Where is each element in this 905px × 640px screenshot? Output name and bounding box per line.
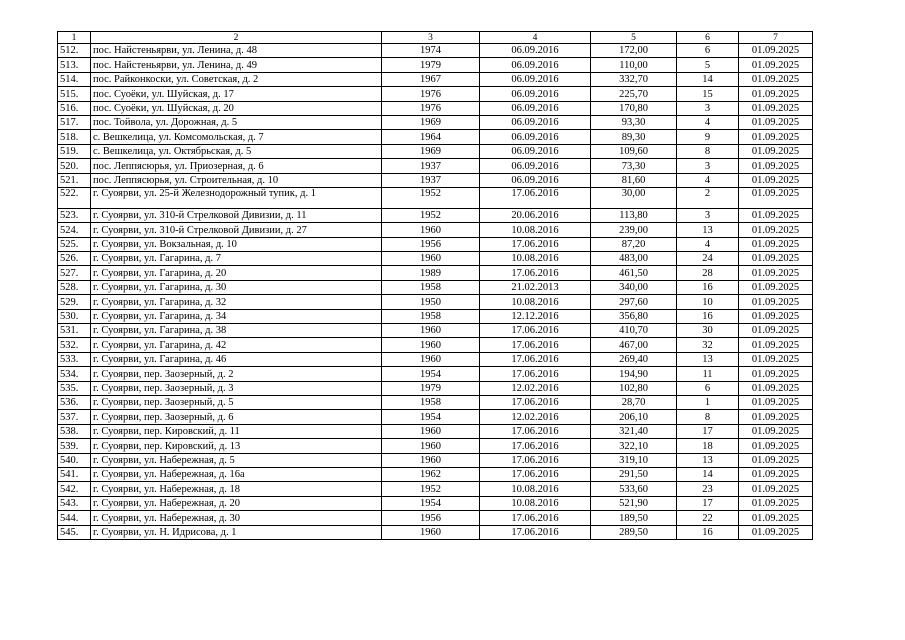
- deadline-cell: 01.09.2025: [739, 173, 813, 187]
- deadline-cell: 01.09.2025: [739, 496, 813, 510]
- date-cell: 17.06.2016: [480, 525, 591, 539]
- address-cell: г. Суоярви, ул. Гагарина, д. 42: [91, 338, 382, 352]
- deadline-cell: 01.09.2025: [739, 223, 813, 237]
- address-cell: г. Суоярви, ул. 310-й Стрелковой Дивизии, д. 27: [91, 223, 382, 237]
- deadline-cell: 01.09.2025: [739, 44, 813, 58]
- deadline-cell: 01.09.2025: [739, 324, 813, 338]
- row-number: 513.: [58, 58, 91, 72]
- table-row: [58, 187, 813, 208]
- area-cell: 483,00: [591, 252, 677, 266]
- row-number: 518.: [58, 130, 91, 144]
- address-cell: г. Суоярви, пер. Заозерный, д. 5: [91, 395, 382, 409]
- count-cell: 16: [677, 309, 739, 323]
- area-cell: 189,50: [591, 511, 677, 525]
- year-cell: 1950: [382, 295, 480, 309]
- count-cell: 13: [677, 352, 739, 366]
- row-number: 544.: [58, 511, 91, 525]
- count-cell: 6: [677, 381, 739, 395]
- count-cell: 14: [677, 72, 739, 86]
- date-cell: 12.12.2016: [480, 309, 591, 323]
- deadline-cell: 01.09.2025: [739, 395, 813, 409]
- row-number: 542.: [58, 482, 91, 496]
- year-cell: 1937: [382, 159, 480, 173]
- table-row: [58, 511, 813, 525]
- date-cell: 06.09.2016: [480, 144, 591, 158]
- row-number: 532.: [58, 338, 91, 352]
- address-cell: с. Вешкелица, ул. Октябрьская, д. 5: [91, 144, 382, 158]
- row-number: 514.: [58, 72, 91, 86]
- area-cell: 319,10: [591, 453, 677, 467]
- year-cell: 1960: [382, 252, 480, 266]
- address-cell: пос. Райконкоски, ул. Советская, д. 2: [91, 72, 382, 86]
- year-cell: 1989: [382, 266, 480, 280]
- deadline-cell: 01.09.2025: [739, 381, 813, 395]
- year-cell: 1960: [382, 525, 480, 539]
- row-number: 534.: [58, 367, 91, 381]
- table-row: [58, 44, 813, 58]
- date-cell: 06.09.2016: [480, 159, 591, 173]
- address-cell: пос. Леппясюрья, ул. Приозерная, д. 6: [91, 159, 382, 173]
- address-cell: г. Суоярви, ул. Гагарина, д. 20: [91, 266, 382, 280]
- address-cell: г. Суоярви, ул. Гагарина, д. 7: [91, 252, 382, 266]
- table-row: [58, 159, 813, 173]
- date-cell: 12.02.2016: [480, 410, 591, 424]
- deadline-cell: 01.09.2025: [739, 511, 813, 525]
- deadline-cell: 01.09.2025: [739, 525, 813, 539]
- table-row: [58, 144, 813, 158]
- deadline-cell: 01.09.2025: [739, 115, 813, 129]
- date-cell: 17.06.2016: [480, 511, 591, 525]
- count-cell: 16: [677, 525, 739, 539]
- table-row: [58, 395, 813, 409]
- address-cell: г. Суоярви, ул. Гагарина, д. 38: [91, 324, 382, 338]
- count-cell: 14: [677, 467, 739, 481]
- table-row: [58, 295, 813, 309]
- deadline-cell: 01.09.2025: [739, 72, 813, 86]
- row-number: 531.: [58, 324, 91, 338]
- area-cell: 30,00: [591, 187, 677, 208]
- table-row: [58, 252, 813, 266]
- count-cell: 18: [677, 439, 739, 453]
- area-cell: 356,80: [591, 309, 677, 323]
- table-row: [58, 424, 813, 438]
- table-row: [58, 309, 813, 323]
- row-number: 520.: [58, 159, 91, 173]
- count-cell: 8: [677, 144, 739, 158]
- deadline-cell: 01.09.2025: [739, 280, 813, 294]
- area-cell: 297,60: [591, 295, 677, 309]
- area-cell: 467,00: [591, 338, 677, 352]
- address-cell: пос. Тойвола, ул. Дорожная, д. 5: [91, 115, 382, 129]
- date-cell: 06.09.2016: [480, 130, 591, 144]
- deadline-cell: 01.09.2025: [739, 338, 813, 352]
- count-cell: 13: [677, 223, 739, 237]
- row-number: 519.: [58, 144, 91, 158]
- column-number: 2: [91, 32, 382, 44]
- year-cell: 1954: [382, 410, 480, 424]
- date-cell: 10.08.2016: [480, 223, 591, 237]
- address-cell: пос. Суоёки, ул. Шуйская, д. 20: [91, 101, 382, 115]
- area-cell: 110,00: [591, 58, 677, 72]
- year-cell: 1962: [382, 467, 480, 481]
- area-cell: 109,60: [591, 144, 677, 158]
- area-cell: 89,30: [591, 130, 677, 144]
- area-cell: 289,50: [591, 525, 677, 539]
- area-cell: 521,90: [591, 496, 677, 510]
- address-cell: с. Вешкелица, ул. Комсомольская, д. 7: [91, 130, 382, 144]
- table-row: [58, 237, 813, 251]
- table-row: [58, 223, 813, 237]
- deadline-cell: 01.09.2025: [739, 159, 813, 173]
- table-row: [58, 352, 813, 366]
- table-row: [58, 338, 813, 352]
- count-cell: 4: [677, 173, 739, 187]
- date-cell: 17.06.2016: [480, 424, 591, 438]
- date-cell: 10.08.2016: [480, 252, 591, 266]
- row-number: 541.: [58, 467, 91, 481]
- area-cell: 172,00: [591, 44, 677, 58]
- area-cell: 340,00: [591, 280, 677, 294]
- year-cell: 1960: [382, 324, 480, 338]
- date-cell: 06.09.2016: [480, 72, 591, 86]
- year-cell: 1960: [382, 338, 480, 352]
- deadline-cell: 01.09.2025: [739, 130, 813, 144]
- row-number: 526.: [58, 252, 91, 266]
- area-cell: 93,30: [591, 115, 677, 129]
- area-cell: 194,90: [591, 367, 677, 381]
- year-cell: 1954: [382, 367, 480, 381]
- date-cell: 17.06.2016: [480, 352, 591, 366]
- date-cell: 17.06.2016: [480, 324, 591, 338]
- year-cell: 1956: [382, 511, 480, 525]
- row-number: 536.: [58, 395, 91, 409]
- date-cell: 10.08.2016: [480, 295, 591, 309]
- count-cell: 23: [677, 482, 739, 496]
- year-cell: 1976: [382, 87, 480, 101]
- year-cell: 1960: [382, 453, 480, 467]
- count-cell: 4: [677, 115, 739, 129]
- address-cell: г. Суоярви, ул. Вокзальная, д. 10: [91, 237, 382, 251]
- address-cell: г. Суоярви, ул. Набережная, д. 16а: [91, 467, 382, 481]
- table-row: [58, 324, 813, 338]
- table-row: [58, 496, 813, 510]
- row-number: 540.: [58, 453, 91, 467]
- address-cell: г. Суоярви, пер. Заозерный, д. 3: [91, 381, 382, 395]
- column-number: 1: [58, 32, 91, 44]
- deadline-cell: 01.09.2025: [739, 295, 813, 309]
- row-number: 528.: [58, 280, 91, 294]
- year-cell: 1960: [382, 424, 480, 438]
- area-cell: 332,70: [591, 72, 677, 86]
- year-cell: 1952: [382, 208, 480, 222]
- row-number: 527.: [58, 266, 91, 280]
- area-cell: 461,50: [591, 266, 677, 280]
- address-cell: г. Суоярви, ул. Набережная, д. 5: [91, 453, 382, 467]
- address-cell: г. Суоярви, ул. Набережная, д. 20: [91, 496, 382, 510]
- deadline-cell: 01.09.2025: [739, 453, 813, 467]
- count-cell: 17: [677, 496, 739, 510]
- date-cell: 17.06.2016: [480, 439, 591, 453]
- column-number: 6: [677, 32, 739, 44]
- address-cell: г. Суоярви, пер. Кировский, д. 11: [91, 424, 382, 438]
- table-row: [58, 280, 813, 294]
- table-row: [58, 173, 813, 187]
- date-cell: 17.06.2016: [480, 187, 591, 208]
- date-cell: 21.02.2013: [480, 280, 591, 294]
- table-row: [58, 410, 813, 424]
- address-cell: г. Суоярви, ул. 25-й Железнодорожный тупик, д. 1: [91, 187, 382, 208]
- area-cell: 269,40: [591, 352, 677, 366]
- deadline-cell: 01.09.2025: [739, 266, 813, 280]
- count-cell: 24: [677, 252, 739, 266]
- year-cell: 1960: [382, 439, 480, 453]
- count-cell: 15: [677, 87, 739, 101]
- deadline-cell: 01.09.2025: [739, 482, 813, 496]
- area-cell: 170,80: [591, 101, 677, 115]
- year-cell: 1958: [382, 395, 480, 409]
- count-cell: 28: [677, 266, 739, 280]
- address-cell: г. Суоярви, ул. Гагарина, д. 34: [91, 309, 382, 323]
- address-cell: г. Суоярви, ул. Гагарина, д. 32: [91, 295, 382, 309]
- row-number: 535.: [58, 381, 91, 395]
- count-cell: 5: [677, 58, 739, 72]
- count-cell: 2: [677, 187, 739, 208]
- deadline-cell: 01.09.2025: [739, 208, 813, 222]
- row-number: 512.: [58, 44, 91, 58]
- date-cell: 06.09.2016: [480, 173, 591, 187]
- year-cell: 1974: [382, 44, 480, 58]
- table-row: [58, 381, 813, 395]
- area-cell: 321,40: [591, 424, 677, 438]
- deadline-cell: 01.09.2025: [739, 237, 813, 251]
- column-number-row: [58, 32, 813, 44]
- area-cell: 28,70: [591, 395, 677, 409]
- deadline-cell: 01.09.2025: [739, 58, 813, 72]
- year-cell: 1964: [382, 130, 480, 144]
- area-cell: 206,10: [591, 410, 677, 424]
- table-body: [58, 32, 813, 540]
- year-cell: 1958: [382, 309, 480, 323]
- table-row: [58, 266, 813, 280]
- row-number: 533.: [58, 352, 91, 366]
- column-number: 7: [739, 32, 813, 44]
- date-cell: 17.06.2016: [480, 367, 591, 381]
- count-cell: 9: [677, 130, 739, 144]
- table-row: [58, 130, 813, 144]
- address-cell: пос. Найстеньярви, ул. Ленина, д. 49: [91, 58, 382, 72]
- date-cell: 17.06.2016: [480, 266, 591, 280]
- area-cell: 102,80: [591, 381, 677, 395]
- deadline-cell: 01.09.2025: [739, 352, 813, 366]
- count-cell: 13: [677, 453, 739, 467]
- column-number: 5: [591, 32, 677, 44]
- date-cell: 17.06.2016: [480, 395, 591, 409]
- table-row: [58, 453, 813, 467]
- deadline-cell: 01.09.2025: [739, 467, 813, 481]
- area-cell: 291,50: [591, 467, 677, 481]
- deadline-cell: 01.09.2025: [739, 309, 813, 323]
- area-cell: 73,30: [591, 159, 677, 173]
- row-number: 522.: [58, 187, 91, 208]
- table-row: [58, 208, 813, 222]
- column-number: 4: [480, 32, 591, 44]
- table-row: [58, 87, 813, 101]
- row-number: 545.: [58, 525, 91, 539]
- date-cell: 17.06.2016: [480, 237, 591, 251]
- address-cell: г. Суоярви, ул. Н. Идрисова, д. 1: [91, 525, 382, 539]
- table-row: [58, 101, 813, 115]
- count-cell: 11: [677, 367, 739, 381]
- deadline-cell: 01.09.2025: [739, 439, 813, 453]
- row-number: 543.: [58, 496, 91, 510]
- area-cell: 87,20: [591, 237, 677, 251]
- year-cell: 1952: [382, 482, 480, 496]
- address-cell: г. Суоярви, пер. Кировский, д. 13: [91, 439, 382, 453]
- row-number: 530.: [58, 309, 91, 323]
- count-cell: 3: [677, 101, 739, 115]
- count-cell: 10: [677, 295, 739, 309]
- area-cell: 225,70: [591, 87, 677, 101]
- year-cell: 1952: [382, 187, 480, 208]
- deadline-cell: 01.09.2025: [739, 101, 813, 115]
- date-cell: 06.09.2016: [480, 44, 591, 58]
- row-number: 517.: [58, 115, 91, 129]
- count-cell: 4: [677, 237, 739, 251]
- area-cell: 239,00: [591, 223, 677, 237]
- deadline-cell: 01.09.2025: [739, 252, 813, 266]
- deadline-cell: 01.09.2025: [739, 367, 813, 381]
- table-row: [58, 482, 813, 496]
- area-cell: 113,80: [591, 208, 677, 222]
- table-row: [58, 367, 813, 381]
- table-row: [58, 72, 813, 86]
- deadline-cell: 01.09.2025: [739, 187, 813, 208]
- row-number: 525.: [58, 237, 91, 251]
- column-number: 3: [382, 32, 480, 44]
- table-row: [58, 58, 813, 72]
- count-cell: 3: [677, 208, 739, 222]
- row-number: 516.: [58, 101, 91, 115]
- row-number: 538.: [58, 424, 91, 438]
- address-cell: г. Суоярви, ул. Гагарина, д. 46: [91, 352, 382, 366]
- address-cell: пос. Леппясюрья, ул. Строительная, д. 10: [91, 173, 382, 187]
- row-number: 521.: [58, 173, 91, 187]
- year-cell: 1976: [382, 101, 480, 115]
- area-cell: 410,70: [591, 324, 677, 338]
- address-cell: г. Суоярви, ул. Гагарина, д. 30: [91, 280, 382, 294]
- year-cell: 1969: [382, 144, 480, 158]
- count-cell: 22: [677, 511, 739, 525]
- date-cell: 20.06.2016: [480, 208, 591, 222]
- table-row: [58, 115, 813, 129]
- date-cell: 17.06.2016: [480, 338, 591, 352]
- year-cell: 1979: [382, 381, 480, 395]
- address-cell: г. Суоярви, ул. 310-й Стрелковой Дивизии, д. 11: [91, 208, 382, 222]
- date-cell: 17.06.2016: [480, 467, 591, 481]
- row-number: 524.: [58, 223, 91, 237]
- area-cell: 81,60: [591, 173, 677, 187]
- date-cell: 06.09.2016: [480, 58, 591, 72]
- area-cell: 533,60: [591, 482, 677, 496]
- year-cell: 1960: [382, 352, 480, 366]
- year-cell: 1956: [382, 237, 480, 251]
- row-number: 515.: [58, 87, 91, 101]
- count-cell: 17: [677, 424, 739, 438]
- year-cell: 1954: [382, 496, 480, 510]
- date-cell: 06.09.2016: [480, 115, 591, 129]
- deadline-cell: 01.09.2025: [739, 87, 813, 101]
- address-cell: г. Суоярви, ул. Набережная, д. 18: [91, 482, 382, 496]
- date-cell: 10.08.2016: [480, 482, 591, 496]
- address-cell: пос. Найстеньярви, ул. Ленина, д. 48: [91, 44, 382, 58]
- area-cell: 322,10: [591, 439, 677, 453]
- row-number: 537.: [58, 410, 91, 424]
- count-cell: 30: [677, 324, 739, 338]
- year-cell: 1960: [382, 223, 480, 237]
- address-cell: г. Суоярви, пер. Заозерный, д. 2: [91, 367, 382, 381]
- year-cell: 1937: [382, 173, 480, 187]
- date-cell: 17.06.2016: [480, 453, 591, 467]
- count-cell: 1: [677, 395, 739, 409]
- year-cell: 1979: [382, 58, 480, 72]
- year-cell: 1969: [382, 115, 480, 129]
- count-cell: 32: [677, 338, 739, 352]
- date-cell: 06.09.2016: [480, 87, 591, 101]
- year-cell: 1958: [382, 280, 480, 294]
- address-cell: г. Суоярви, пер. Заозерный, д. 6: [91, 410, 382, 424]
- date-cell: 12.02.2016: [480, 381, 591, 395]
- row-number: 539.: [58, 439, 91, 453]
- deadline-cell: 01.09.2025: [739, 144, 813, 158]
- count-cell: 8: [677, 410, 739, 424]
- address-cell: пос. Суоёки, ул. Шуйская, д. 17: [91, 87, 382, 101]
- row-number: 523.: [58, 208, 91, 222]
- year-cell: 1967: [382, 72, 480, 86]
- table-row: [58, 525, 813, 539]
- count-cell: 3: [677, 159, 739, 173]
- count-cell: 16: [677, 280, 739, 294]
- date-cell: 06.09.2016: [480, 101, 591, 115]
- table-row: [58, 467, 813, 481]
- count-cell: 6: [677, 44, 739, 58]
- row-number: 529.: [58, 295, 91, 309]
- housing-table: [57, 31, 813, 540]
- deadline-cell: 01.09.2025: [739, 410, 813, 424]
- table-row: [58, 439, 813, 453]
- deadline-cell: 01.09.2025: [739, 424, 813, 438]
- date-cell: 10.08.2016: [480, 496, 591, 510]
- address-cell: г. Суоярви, ул. Набережная, д. 30: [91, 511, 382, 525]
